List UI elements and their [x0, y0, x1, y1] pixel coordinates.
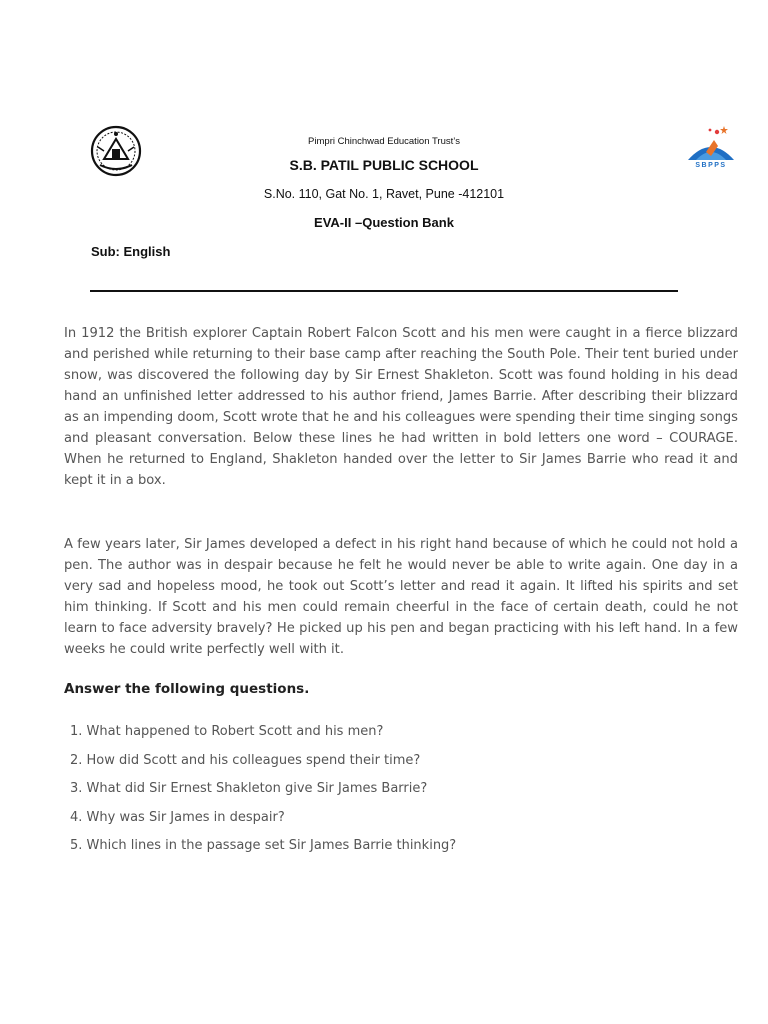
question-item-4: 4. Why was Sir James in despair?	[70, 809, 285, 825]
school-address: S.No. 110, Gat No. 1, Ravet, Pune -412101	[263, 187, 505, 201]
exam-title: EVA-II –Question Bank	[314, 215, 454, 230]
passage-paragraph-2: A few years later, Sir James developed a defect in his right hand because of which he could not hold a pen. The author was in despair because he felt he would never be able to write again. One day in a very sad and hopeless mood, he took out Scott’s letter and read it again. It lifted his spirits and set him thinking. If Scott and his men could remain cheerful in the face of certain death, could he not learn to face adversity bravely? He picked up his pen and began practicing with his left hand. In a few weeks he could write perfectly well with it.	[64, 537, 738, 657]
subject-label: Sub: English	[91, 244, 171, 259]
questions-heading: Answer the following questions.	[64, 681, 310, 697]
question-item-3: 3. What did Sir Ernest Shakleton give Sir James Barrie?	[70, 781, 428, 796]
question-item-5: 5. Which lines in the passage set Sir James Barrie thinking?	[70, 838, 457, 853]
sbpps-logo-text: SBPPS	[695, 162, 727, 169]
passage-paragraph-1: In 1912 the British explorer Captain Robert Falcon Scott and his men were caught in a fierce blizzard and perished while returning to their base camp after reaching the South Pole. Their tent buried under snow, was discovered the following day by Sir Ernest Shakleton. Scott was found holding in his dead hand an unfinished letter addressed to his author friend, James Barrie. After describing their blizzard as an impending doom, Scott wrote that he and his colleagues were spending their time singing songs and pleasant conversation. Below these lines he had written in bold letters one word – COURAGE. When he returned to England, Shakleton handed over the letter to Sir James Barrie who read it and kept it in a box.	[64, 326, 738, 488]
question-item-1: 1. What happened to Robert Scott and his men?	[70, 724, 384, 739]
question-item-2: 2. How did Scott and his colleagues spend their time?	[70, 752, 421, 768]
header-divider	[90, 290, 678, 292]
school-name: S.B. PATIL PUBLIC SCHOOL	[289, 157, 479, 173]
trust-name: Pimpri Chinchwad Education Trust’s	[308, 136, 460, 147]
question-list	[70, 722, 730, 865]
